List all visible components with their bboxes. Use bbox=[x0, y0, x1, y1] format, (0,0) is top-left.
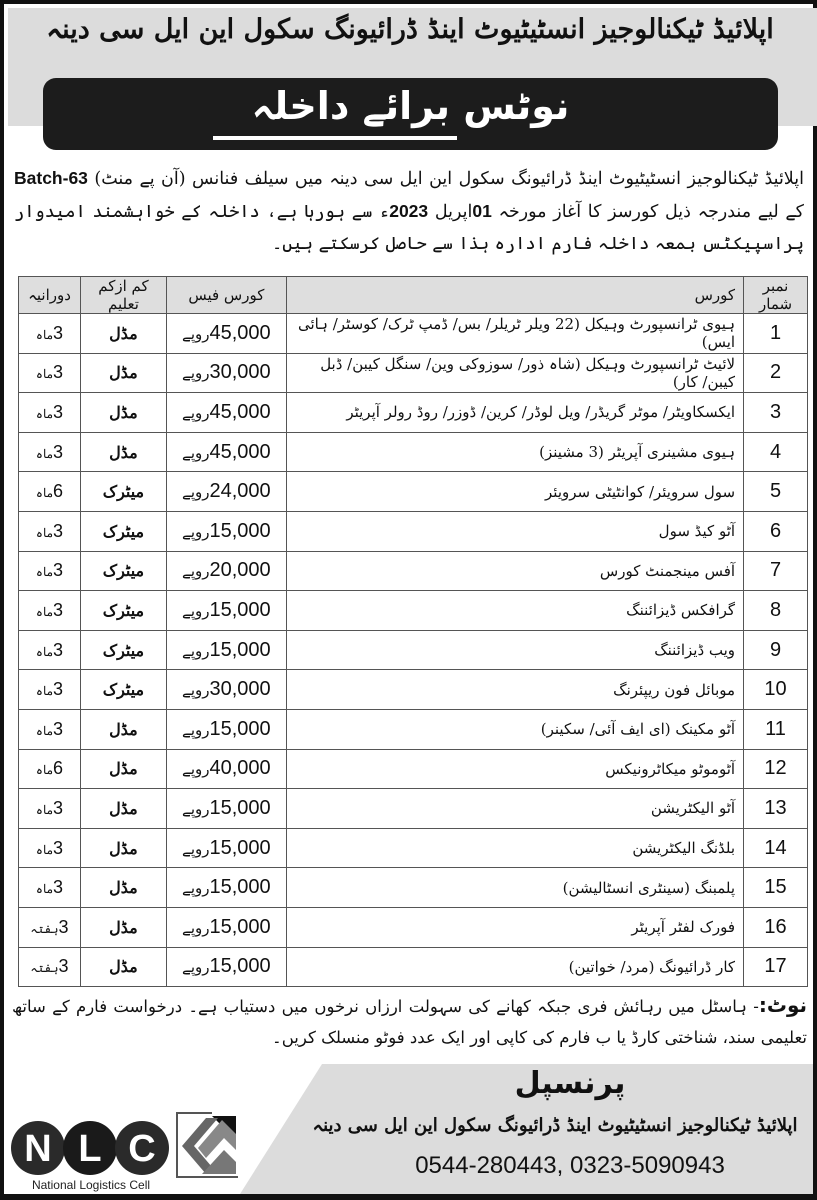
fee-amount: 45,000 bbox=[209, 400, 271, 423]
duration-number: 3 bbox=[53, 520, 64, 541]
cell-course: آفس مینجمنٹ کورس bbox=[286, 551, 743, 591]
duration-unit: ماہ bbox=[35, 327, 54, 342]
duration-number: 3 bbox=[53, 322, 64, 343]
cell-fee bbox=[166, 868, 286, 908]
duration-number: 3 bbox=[53, 679, 64, 700]
banner-title: نوٹس برائے داخلہ bbox=[251, 84, 570, 128]
admission-notice-banner bbox=[43, 78, 778, 150]
fee-unit: روپے bbox=[182, 720, 210, 739]
cell-course: موبائل فون ریپئرنگ bbox=[286, 670, 743, 710]
duration-number: 3 bbox=[53, 560, 64, 581]
fee-unit: روپے bbox=[182, 324, 210, 343]
duration-number: 6 bbox=[53, 481, 64, 502]
cell-duration bbox=[19, 828, 81, 868]
cell-education: میٹرک bbox=[80, 511, 166, 551]
cell-duration bbox=[19, 591, 81, 631]
table-row bbox=[19, 907, 808, 947]
duration-number: 3 bbox=[58, 916, 69, 937]
fee-amount: 40,000 bbox=[209, 757, 271, 780]
nlc-letter-l: L bbox=[78, 1128, 102, 1170]
fee-amount: 15,000 bbox=[209, 519, 271, 542]
cell-education: مڈل bbox=[80, 828, 166, 868]
table-row bbox=[19, 630, 808, 670]
duration-number: 3 bbox=[53, 718, 64, 739]
duration-number: 3 bbox=[53, 441, 64, 462]
cell-course: گرافکس ڈیزائننگ bbox=[286, 591, 743, 631]
cell-course: ہیوی مشینری آپریٹر (3 مشینز) bbox=[286, 432, 743, 472]
cell-duration bbox=[19, 947, 81, 987]
header-education: کم ازکم تعلیم bbox=[80, 277, 166, 314]
intro-part2: کے لیے مندرجہ ذیل کورسز کا آغاز مورخہ bbox=[498, 202, 804, 222]
fee-unit: روپے bbox=[182, 839, 210, 858]
table-row bbox=[19, 828, 808, 868]
cell-duration bbox=[19, 393, 81, 433]
cell-serial: 6 bbox=[744, 511, 808, 551]
cell-duration bbox=[19, 314, 81, 354]
table-row bbox=[19, 670, 808, 710]
duration-unit: ماہ bbox=[35, 406, 54, 421]
cell-fee bbox=[166, 947, 286, 987]
duration-unit: ماہ bbox=[35, 644, 54, 659]
header-course: کورس bbox=[286, 277, 743, 314]
fee-unit: روپے bbox=[182, 601, 210, 620]
duration-number: 3 bbox=[53, 797, 64, 818]
cell-course: لائیٹ ٹرانسپورٹ وہیکل (شاہ ذور/ سوزوکی وین/ سنگل کیبن/ ڈبل کیبن/ کار) bbox=[286, 353, 743, 393]
cell-serial: 1 bbox=[744, 314, 808, 354]
duration-unit: ماہ bbox=[35, 842, 54, 857]
cell-serial: 2 bbox=[744, 353, 808, 393]
duration-unit: ماہ bbox=[35, 723, 54, 738]
table-row bbox=[19, 789, 808, 829]
cell-course: بلڈنگ الیکٹریشن bbox=[286, 828, 743, 868]
cell-education: میٹرک bbox=[80, 472, 166, 512]
principal-title: پرنسپل bbox=[514, 1066, 626, 1101]
fee-unit: روپے bbox=[182, 562, 210, 581]
intro-paragraph bbox=[14, 162, 804, 260]
start-year: 2023 bbox=[389, 201, 429, 221]
note-text: - ہاسٹل میں رہائش فری جبکہ کھانے کی سہولت ارزاں نرخوں میں دستیاب ہے۔ درخواست فارم کے ساتھ تعلیمی سند، شناختی کارڈ یا ب فارم کی کاپی اور ایک عدد فوٹو منسلک کریں۔ bbox=[12, 997, 807, 1047]
table-row bbox=[19, 709, 808, 749]
cell-course: آٹو الیکٹریشن bbox=[286, 789, 743, 829]
table-row bbox=[19, 314, 808, 354]
cell-education: مڈل bbox=[80, 947, 166, 987]
fee-unit: روپے bbox=[182, 879, 210, 898]
cell-duration bbox=[19, 472, 81, 512]
batch-number: Batch-63 bbox=[14, 168, 88, 188]
table-row bbox=[19, 432, 808, 472]
cell-serial: 14 bbox=[744, 828, 808, 868]
fee-unit: روپے bbox=[182, 641, 210, 660]
cell-duration bbox=[19, 353, 81, 393]
duration-number: 6 bbox=[53, 758, 64, 779]
cell-course: فورک لفٹر آپریٹر bbox=[286, 907, 743, 947]
footer-institute-name: اپلائیڈ ٹیکنالوجیز انسٹیٹیوٹ اینڈ ڈرائیونگ سکول این ایل سی دینہ bbox=[312, 1115, 798, 1136]
cell-education: مڈل bbox=[80, 314, 166, 354]
cell-fee bbox=[166, 789, 286, 829]
header-serial: نمبر شمار bbox=[744, 277, 808, 314]
cell-serial: 3 bbox=[744, 393, 808, 433]
intro-part3: ء سے ہورہا ہے، داخلہ کے خواہشمند امیدوار پراسپیکٹس بمعہ داخلہ فارم ادارہ ہذا سے حاصل کرسکتے ہیں۔ bbox=[14, 202, 804, 254]
cell-education: مڈل bbox=[80, 353, 166, 393]
duration-unit: ماہ bbox=[35, 684, 54, 699]
cell-course: آٹو مکینک (ای ایف آئی/ سکینر) bbox=[286, 709, 743, 749]
cell-education: میٹرک bbox=[80, 591, 166, 631]
duration-unit: ماہ bbox=[35, 802, 54, 817]
cell-education: مڈل bbox=[80, 749, 166, 789]
cell-duration bbox=[19, 670, 81, 710]
duration-unit: ماہ bbox=[35, 367, 54, 382]
duration-unit: ماہ bbox=[35, 486, 54, 501]
fee-unit: روپے bbox=[182, 681, 210, 700]
fee-amount: 15,000 bbox=[209, 915, 271, 938]
nlc-caption: National Logistics Cell bbox=[31, 1178, 151, 1192]
nlc-letter-n: N bbox=[24, 1128, 52, 1170]
cell-duration bbox=[19, 907, 81, 947]
cell-education: میٹرک bbox=[80, 551, 166, 591]
cell-education: مڈل bbox=[80, 393, 166, 433]
cell-fee bbox=[166, 472, 286, 512]
table-row bbox=[19, 511, 808, 551]
table-row bbox=[19, 353, 808, 393]
nlc-logo bbox=[10, 1112, 172, 1192]
note-label: نوٹ: bbox=[758, 993, 807, 1017]
cell-duration bbox=[19, 709, 81, 749]
cell-serial: 17 bbox=[744, 947, 808, 987]
duration-number: 3 bbox=[53, 837, 64, 858]
table-row bbox=[19, 591, 808, 631]
cell-fee bbox=[166, 511, 286, 551]
fee-amount: 15,000 bbox=[209, 796, 271, 819]
start-month: اپریل bbox=[434, 202, 473, 222]
fee-amount: 15,000 bbox=[209, 638, 271, 661]
fee-unit: روپے bbox=[182, 958, 210, 977]
cell-serial: 12 bbox=[744, 749, 808, 789]
institute-title: اپلائیڈ ٹیکنالوجیز انسٹیٹیوٹ اینڈ ڈرائیونگ سکول این ایل سی دینہ bbox=[46, 14, 774, 45]
cell-fee bbox=[166, 907, 286, 947]
cell-education: مڈل bbox=[80, 907, 166, 947]
fee-unit: روپے bbox=[182, 522, 210, 541]
cell-duration bbox=[19, 630, 81, 670]
cell-course: آٹوموٹو میکاٹرونیکس bbox=[286, 749, 743, 789]
table-row bbox=[19, 749, 808, 789]
cell-serial: 4 bbox=[744, 432, 808, 472]
duration-unit: ماہ bbox=[35, 525, 54, 540]
fee-unit: روپے bbox=[182, 364, 210, 383]
cell-course: ویب ڈیزائننگ bbox=[286, 630, 743, 670]
cell-course: ہیوی ٹرانسپورٹ وہیکل (22 ویلر ٹریلر/ بس/ ڈمپ ٹرک/ کوسٹر/ ہائی ایس) bbox=[286, 314, 743, 354]
cell-duration bbox=[19, 511, 81, 551]
cell-serial: 13 bbox=[744, 789, 808, 829]
cell-education: مڈل bbox=[80, 868, 166, 908]
table-row bbox=[19, 551, 808, 591]
table-row bbox=[19, 472, 808, 512]
cell-duration bbox=[19, 432, 81, 472]
cell-serial: 9 bbox=[744, 630, 808, 670]
cell-fee bbox=[166, 709, 286, 749]
fee-unit: روپے bbox=[182, 760, 210, 779]
fee-amount: 20,000 bbox=[209, 559, 271, 582]
cell-fee bbox=[166, 314, 286, 354]
cell-course: کار ڈرائیونگ (مرد/ خواتین) bbox=[286, 947, 743, 987]
fee-amount: 15,000 bbox=[209, 836, 271, 859]
cell-course: پلمبنگ (سینٹری انسٹالیشن) bbox=[286, 868, 743, 908]
cell-serial: 8 bbox=[744, 591, 808, 631]
nlc-arrow-emblem-icon bbox=[172, 1110, 240, 1180]
cell-education: مڈل bbox=[80, 709, 166, 749]
contact-phones: 0544-280443, 0323-5090943 bbox=[415, 1152, 725, 1179]
cell-course: سول سرویئر/ کوانٹیٹی سرویئر bbox=[286, 472, 743, 512]
table-row bbox=[19, 947, 808, 987]
fee-amount: 15,000 bbox=[209, 955, 271, 978]
fee-amount: 15,000 bbox=[209, 598, 271, 621]
intro-part1: اپلائیڈ ٹیکنالوجیز انسٹیٹیوٹ اینڈ ڈرائیونگ سکول این ایل سی دینہ میں سیلف فنانس (آن پے منٹ) bbox=[94, 169, 804, 189]
fee-amount: 15,000 bbox=[209, 876, 271, 899]
cell-duration bbox=[19, 551, 81, 591]
banner-underline bbox=[213, 136, 457, 140]
duration-unit: ہفتہ bbox=[30, 921, 59, 936]
fee-amount: 24,000 bbox=[209, 480, 271, 503]
cell-fee bbox=[166, 670, 286, 710]
fee-unit: روپے bbox=[182, 403, 210, 422]
courses-table bbox=[18, 276, 808, 987]
duration-unit: ماہ bbox=[35, 763, 54, 778]
fee-amount: 15,000 bbox=[209, 717, 271, 740]
table-row bbox=[19, 393, 808, 433]
cell-fee bbox=[166, 591, 286, 631]
fee-amount: 30,000 bbox=[209, 678, 271, 701]
cell-duration bbox=[19, 749, 81, 789]
cell-serial: 10 bbox=[744, 670, 808, 710]
cell-course: ایکسکاویٹر/ موٹر گریڈر/ ویل لوڈر/ کرین/ ڈوزر/ روڈ رولر آپریٹر bbox=[286, 393, 743, 433]
cell-serial: 15 bbox=[744, 868, 808, 908]
cell-education: میٹرک bbox=[80, 670, 166, 710]
cell-serial: 5 bbox=[744, 472, 808, 512]
cell-fee bbox=[166, 353, 286, 393]
header-duration: دورانیہ bbox=[19, 277, 81, 314]
cell-fee bbox=[166, 432, 286, 472]
duration-number: 3 bbox=[53, 877, 64, 898]
duration-number: 3 bbox=[53, 401, 64, 422]
nlc-letter-c: C bbox=[128, 1128, 156, 1170]
cell-education: مڈل bbox=[80, 432, 166, 472]
cell-fee bbox=[166, 630, 286, 670]
duration-unit: ہفتہ bbox=[30, 961, 59, 976]
fee-unit: روپے bbox=[182, 918, 210, 937]
duration-number: 3 bbox=[53, 362, 64, 383]
fee-amount: 30,000 bbox=[209, 361, 271, 384]
fee-amount: 45,000 bbox=[209, 440, 271, 463]
cell-education: میٹرک bbox=[80, 630, 166, 670]
cell-duration bbox=[19, 868, 81, 908]
duration-number: 3 bbox=[53, 599, 64, 620]
cell-serial: 7 bbox=[744, 551, 808, 591]
course-rows bbox=[19, 314, 808, 987]
duration-unit: ماہ bbox=[35, 446, 54, 461]
header-fee: کورس فیس bbox=[166, 277, 286, 314]
table-row bbox=[19, 868, 808, 908]
start-day: 01 bbox=[472, 201, 492, 221]
fee-amount: 45,000 bbox=[209, 321, 271, 344]
table-header-row bbox=[19, 277, 808, 314]
duration-unit: ماہ bbox=[35, 565, 54, 580]
cell-fee bbox=[166, 749, 286, 789]
note-paragraph bbox=[12, 990, 807, 1053]
cell-fee bbox=[166, 828, 286, 868]
fee-unit: روپے bbox=[182, 483, 210, 502]
cell-fee bbox=[166, 393, 286, 433]
duration-number: 3 bbox=[53, 639, 64, 660]
cell-course: آٹو کیڈ سول bbox=[286, 511, 743, 551]
cell-serial: 16 bbox=[744, 907, 808, 947]
duration-unit: ماہ bbox=[35, 604, 54, 619]
cell-duration bbox=[19, 789, 81, 829]
fee-unit: روپے bbox=[182, 443, 210, 462]
duration-number: 3 bbox=[58, 956, 69, 977]
cell-education: مڈل bbox=[80, 789, 166, 829]
fee-unit: روپے bbox=[182, 799, 210, 818]
cell-fee bbox=[166, 551, 286, 591]
duration-unit: ماہ bbox=[35, 882, 54, 897]
cell-serial: 11 bbox=[744, 709, 808, 749]
